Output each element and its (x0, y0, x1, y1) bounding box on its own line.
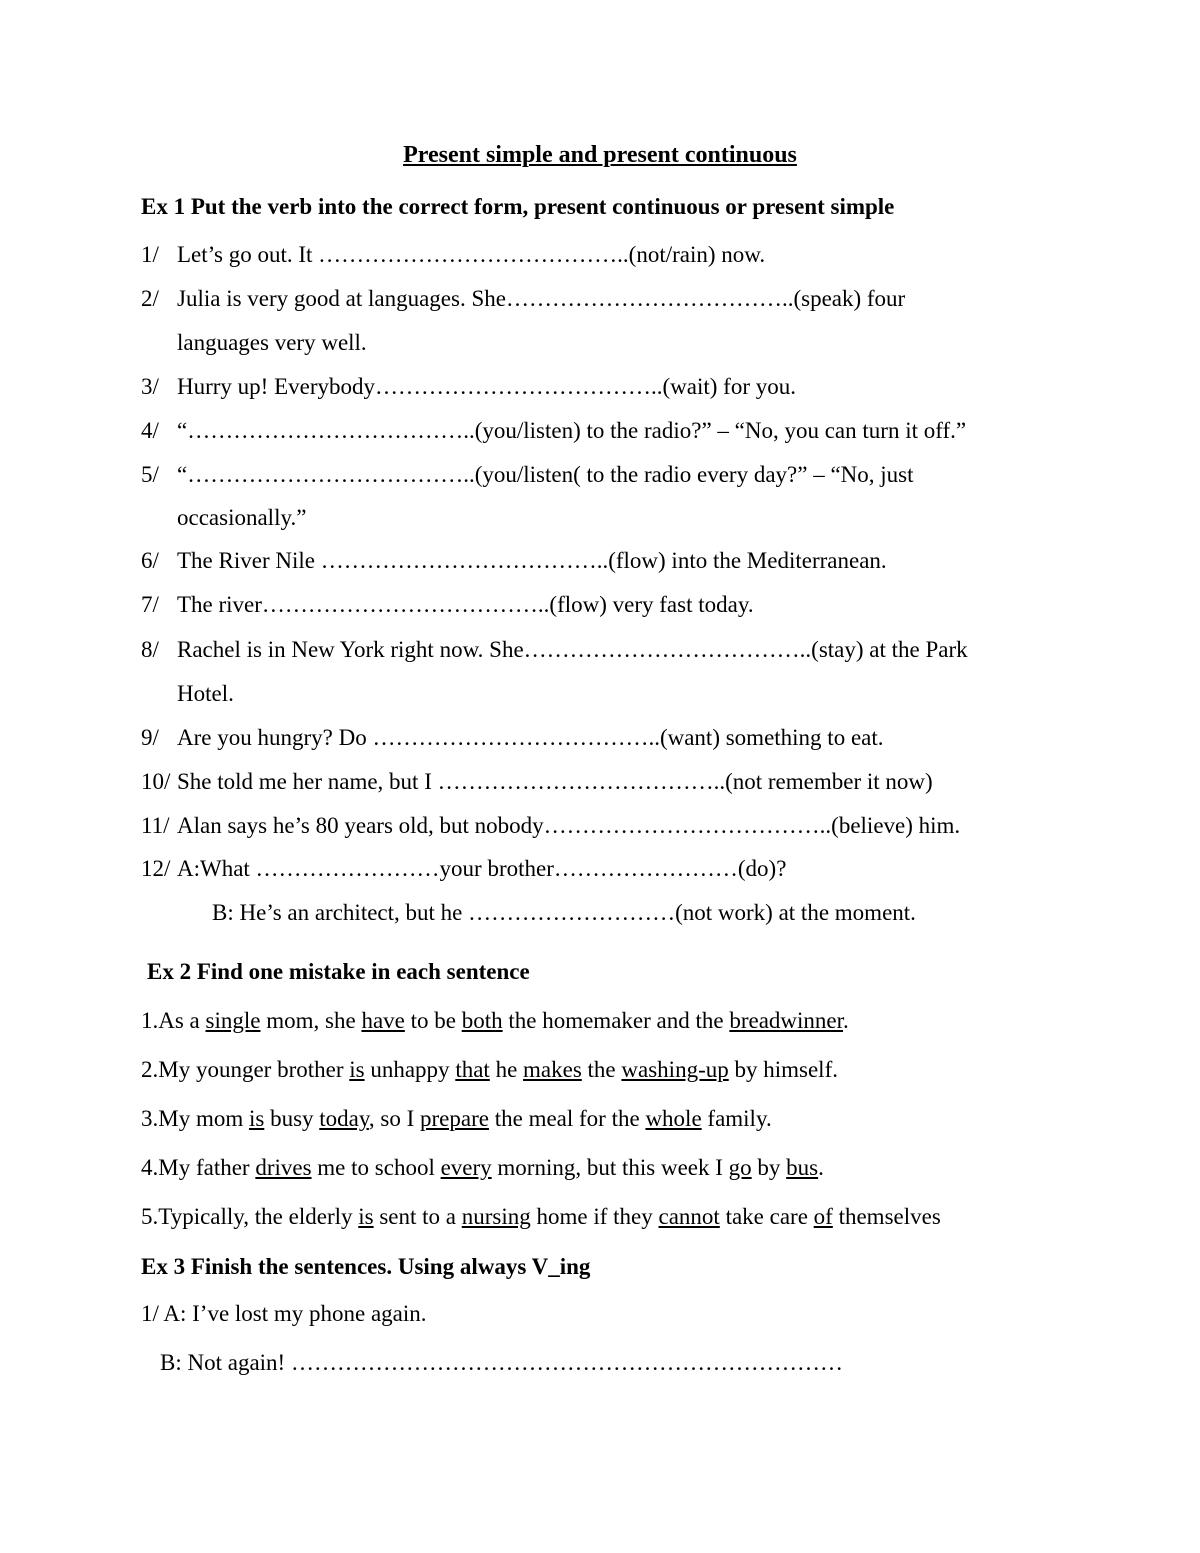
underlined-word: single (205, 1008, 261, 1033)
underlined-word: every (440, 1155, 492, 1180)
ex1-item-9 (141, 723, 884, 753)
sentence-text: by (751, 1155, 787, 1180)
sentence-text: . (818, 1155, 824, 1180)
item-number: 11/ (141, 813, 170, 838)
ex2-sentence-4 (141, 1153, 824, 1183)
item-number: 10/ (141, 769, 171, 794)
ex2-heading: Ex 2 Find one mistake in each sentence (147, 959, 530, 984)
underlined-word: cannot (658, 1204, 720, 1229)
sentence-text: . (843, 1008, 849, 1033)
underlined-word: that (455, 1057, 490, 1082)
sentence-text: 4.My father (141, 1155, 256, 1180)
item-number: 7/ (141, 592, 159, 617)
underlined-word: is (248, 1106, 265, 1131)
underlined-word: washing-up (621, 1057, 729, 1082)
sentence-text: , so I (368, 1106, 421, 1131)
page-title: Present simple and present continuous (403, 142, 797, 168)
sentence-text: the homemaker and the (502, 1008, 730, 1033)
sentence-text: sent to a (373, 1204, 462, 1229)
ex3-heading: Ex 3 Finish the sentences. Using always V_ing (141, 1254, 591, 1279)
item-text: “………………………………..(you/listen( to the radio every day?” – “No, just (177, 462, 914, 487)
item-text: Alan says he’s 80 years old, but nobody………………………………..(believe) him. (177, 813, 961, 838)
ex1-item-8 (141, 635, 968, 665)
ex2-sentence-2 (141, 1055, 838, 1085)
item-text: Rachel is in New York right now. She………………………………..(stay) at the Park (177, 637, 968, 662)
ex1-item-6 (141, 546, 887, 576)
sentence-text: morning, but this week I (491, 1155, 729, 1180)
sentence-text: family. (701, 1106, 772, 1131)
underlined-word: of (813, 1204, 833, 1229)
ex1-item-11 (141, 811, 960, 841)
sentence-text: home if they (530, 1204, 659, 1229)
underlined-word: nursing (461, 1204, 531, 1229)
item-text: Are you hungry? Do ………………………………..(want) something to eat. (177, 725, 884, 750)
sentence-text: 2.My younger brother (141, 1057, 350, 1082)
ex1-item-1 (141, 240, 765, 270)
sentence-text: mom, she (260, 1008, 362, 1033)
ex1-item-5-continuation: occasionally.” (177, 505, 307, 530)
item-text: Julia is very good at languages. She………………………………..(speak) four (177, 286, 906, 311)
sentence-text: take care (719, 1204, 814, 1229)
item-text: A:What ……………………your brother……………………(do)? (177, 856, 787, 881)
item-number: 9/ (141, 725, 159, 750)
item-number: 6/ (141, 548, 159, 573)
sentence-text: 1.As a (141, 1008, 206, 1033)
item-text: She told me her name, but I ………………………………..(not remember it now) (177, 769, 933, 794)
ex1-item-7 (141, 590, 754, 620)
item-text: “………………………………..(you/listen) to the radio?” – “No, you can turn it off.” (177, 418, 967, 443)
sentence-text: to be (404, 1008, 462, 1033)
sentence-text: the meal for the (488, 1106, 646, 1131)
ex1-item-12 (141, 854, 786, 884)
ex1-item-8-continuation: Hotel. (177, 681, 234, 706)
underlined-word: today (319, 1106, 369, 1131)
sentence-text: 5.Typically, the elderly (141, 1204, 359, 1229)
item-number: 1/ (141, 242, 159, 267)
item-number: 5/ (141, 462, 159, 487)
ex2-sentence-3 (141, 1104, 772, 1134)
sentence-text: unhappy (364, 1057, 456, 1082)
sentence-text: 3.My mom (141, 1106, 249, 1131)
underlined-word: is (349, 1057, 365, 1082)
ex1-item-3 (141, 372, 796, 402)
underlined-word: is (358, 1204, 374, 1229)
sentence-text: by himself. (728, 1057, 838, 1082)
underlined-word: have (361, 1008, 405, 1033)
ex1-item-2 (141, 284, 905, 314)
ex1-item-4 (141, 416, 966, 446)
ex1-item-10 (141, 767, 933, 797)
sentence-text: themselves (832, 1204, 941, 1229)
sentence-text: busy (264, 1106, 320, 1131)
item-number: 3/ (141, 374, 159, 399)
ex2-sentence-5 (141, 1202, 941, 1232)
item-text: The River Nile ………………………………..(flow) into the Mediterranean. (177, 548, 887, 573)
underlined-word: bus (786, 1155, 819, 1180)
underlined-word: prepare (420, 1106, 489, 1131)
underlined-word: breadwinner (729, 1008, 844, 1033)
sentence-text: me to school (311, 1155, 441, 1180)
ex1-item-12-b: B: He’s an architect, but he ………………………(not work) at the moment. (212, 900, 916, 925)
item-text: The river………………………………..(flow) very fast today. (177, 592, 754, 617)
underlined-word: both (461, 1008, 503, 1033)
underlined-word: makes (523, 1057, 582, 1082)
item-number: 12/ (141, 856, 171, 881)
item-number: 2/ (141, 286, 159, 311)
ex3-item-1-b: B: Not again! ……………………………………………………………… (160, 1350, 843, 1375)
underlined-word: go (728, 1155, 752, 1180)
ex1-item-2-continuation: languages very well. (177, 330, 367, 355)
item-text: Hurry up! Everybody………………………………..(wait) for you. (177, 374, 796, 399)
ex1-heading: Ex 1 Put the verb into the correct form, present continuous or present simple (141, 194, 895, 219)
sentence-text: the (581, 1057, 622, 1082)
ex3-item-1-a: 1/ A: I’ve lost my phone again. (141, 1301, 427, 1326)
item-number: 8/ (141, 637, 159, 662)
underlined-word: drives (255, 1155, 312, 1180)
ex1-item-5 (141, 460, 914, 490)
item-number: 4/ (141, 418, 159, 443)
ex2-sentence-1 (141, 1006, 849, 1036)
underlined-word: whole (645, 1106, 702, 1131)
sentence-text: he (489, 1057, 524, 1082)
item-text: Let’s go out. It …………………………………..(not/rain) now. (177, 242, 766, 267)
